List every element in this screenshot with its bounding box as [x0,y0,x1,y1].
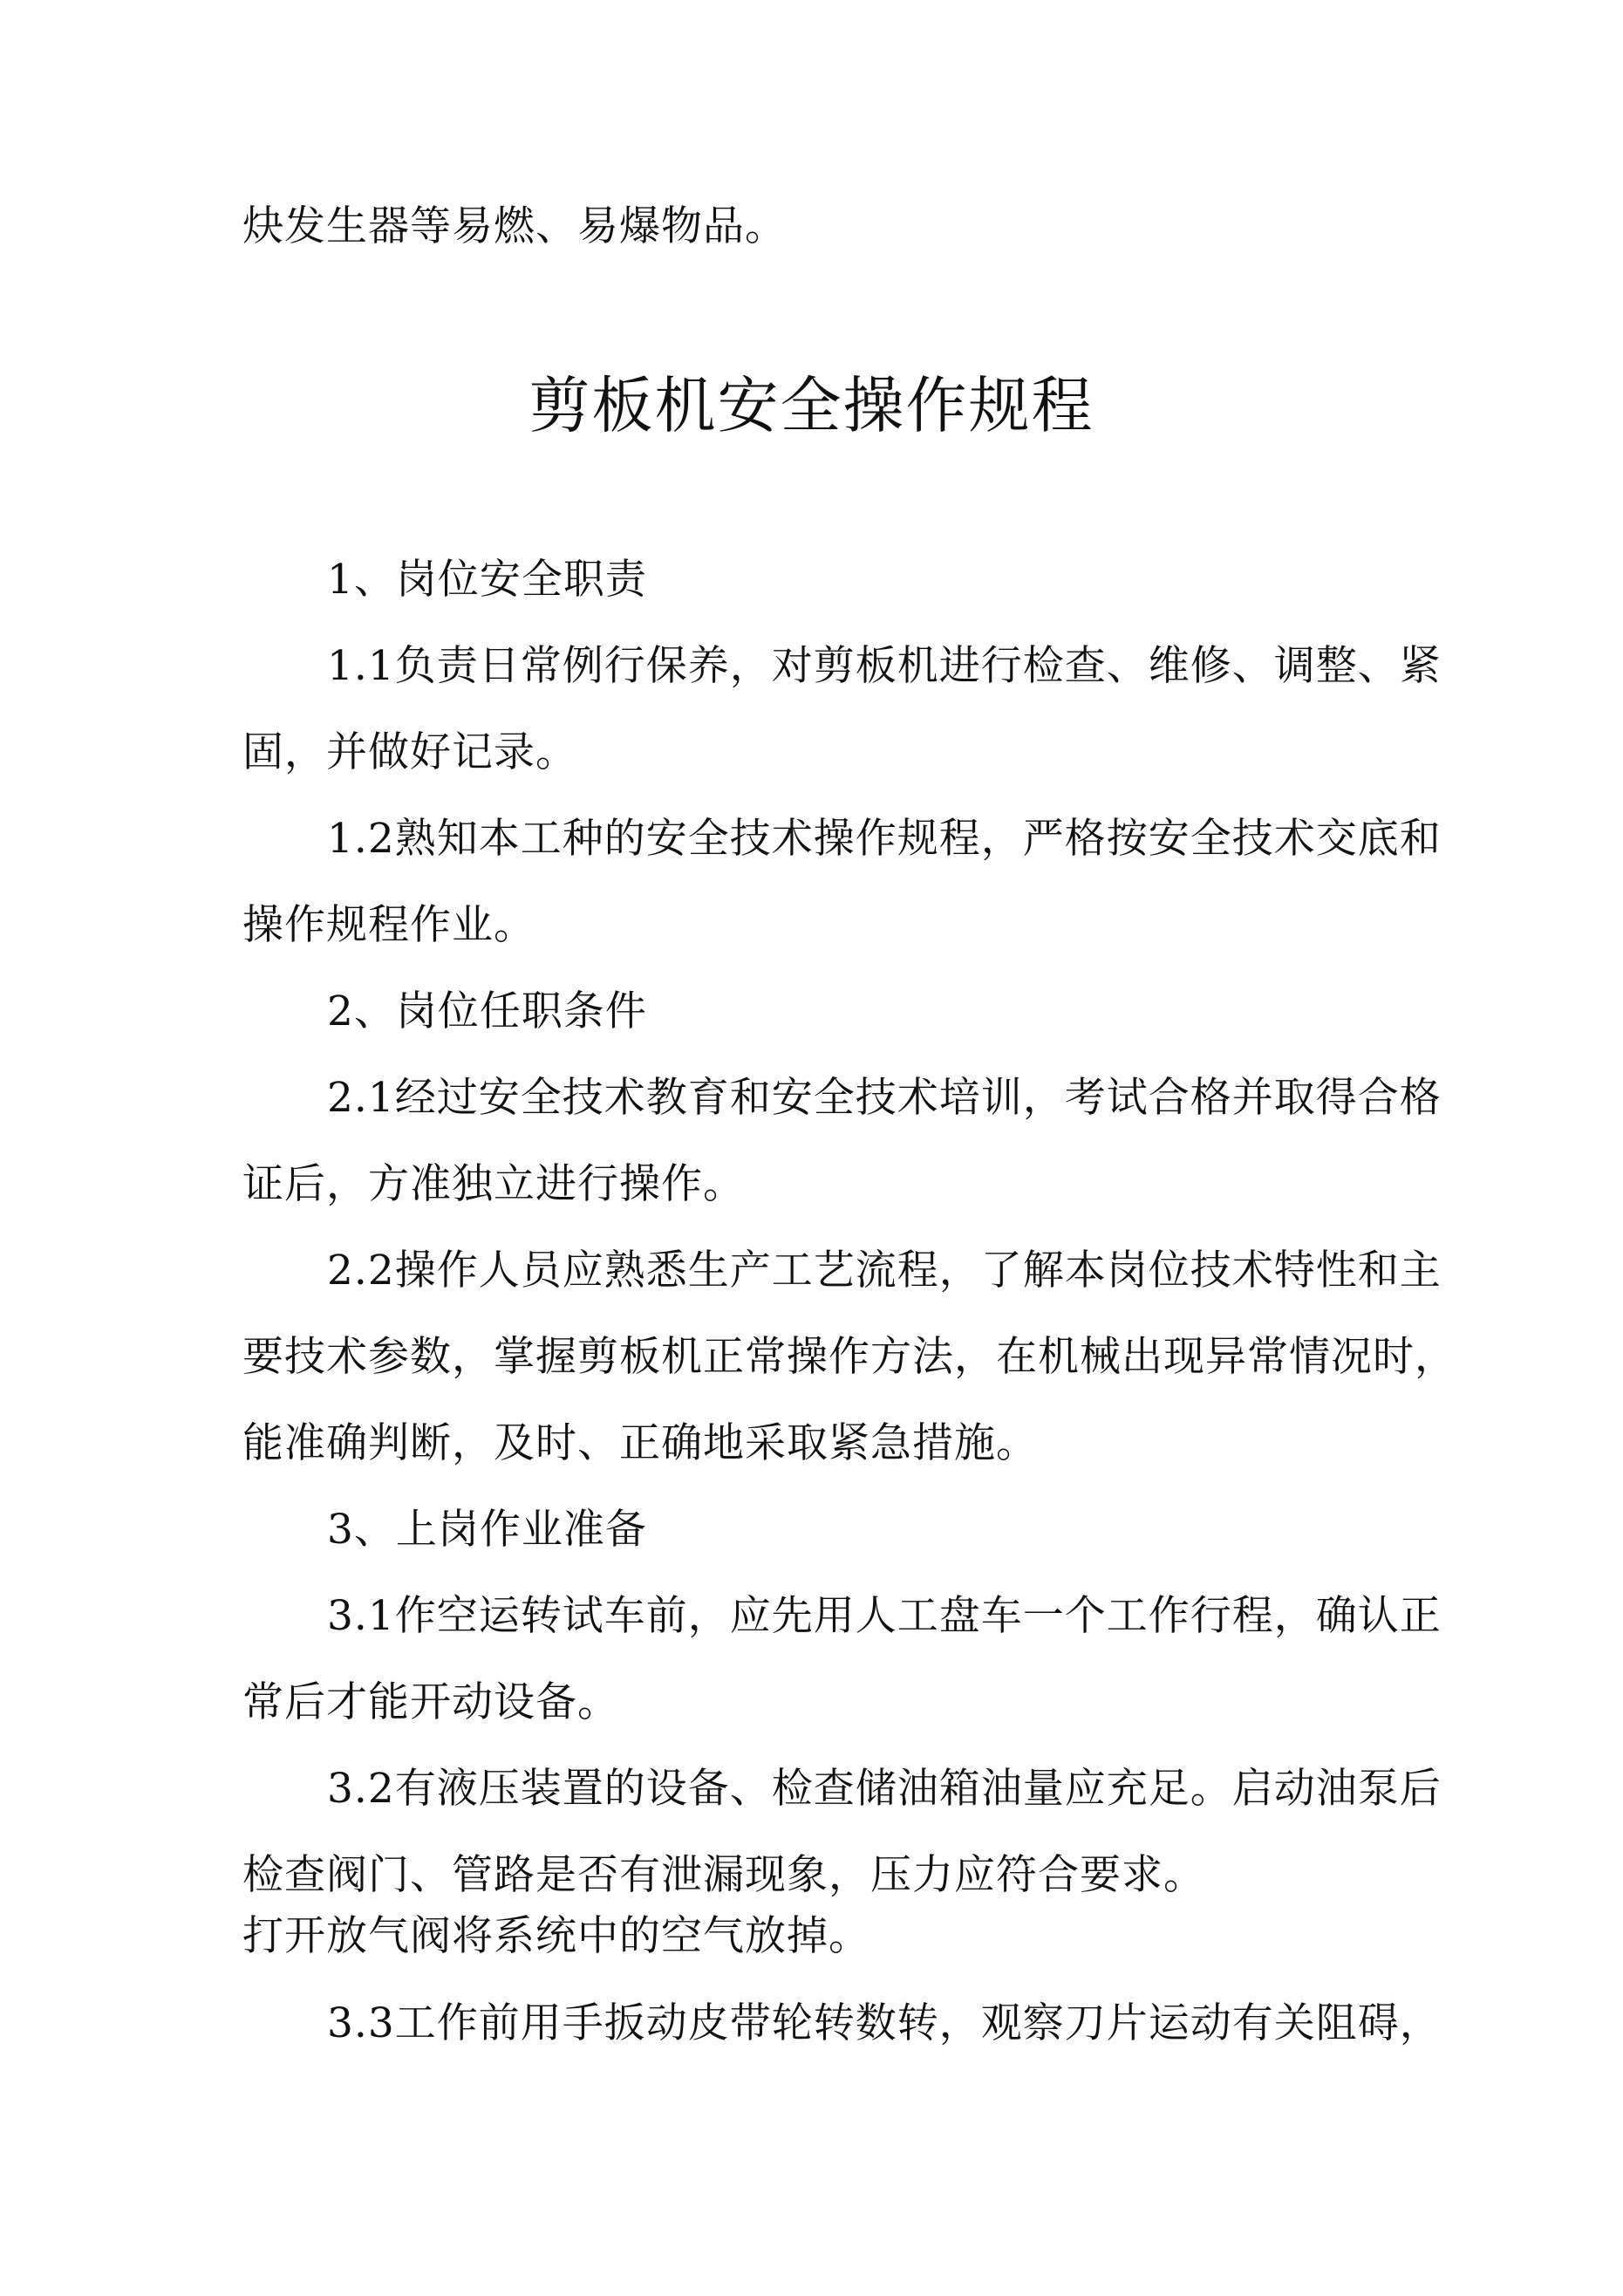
paragraph-line: 要技术参数，掌握剪板机正常操作方法，在机械出现异常情况时， [242,1333,1456,1381]
paragraph-line: 1.1负责日常例行保养，对剪板机进行检查、维修、调整、紧 [327,642,1442,690]
paragraph-line: 常后才能开动设备。 [242,1678,619,1726]
paragraph-line: 证后，方准独立进行操作。 [242,1160,745,1208]
paragraph-line: 操作规程作业。 [242,901,535,949]
paragraph-line: 检查阀门、管路是否有泄漏现象，压力应符合要求。 [242,1851,1205,1899]
section-heading-2: 2、岗位任职条件 [327,987,647,1035]
paragraph-line: 3.3工作前用手扳动皮带轮转数转，观察刀片运动有关阻碍， [327,1999,1442,2047]
paragraph-line: 1.2熟知本工种的安全技术操作规程，严格按安全技术交底和 [327,815,1442,863]
paragraph-line: 打开放气阀将系统中的空气放掉。 [242,1912,870,1960]
paragraph-line: 能准确判断，及时、正确地采取紧急措施。 [242,1419,1038,1467]
paragraph-line: 2.2操作人员应熟悉生产工艺流程，了解本岗位技术特性和主 [327,1247,1442,1295]
paragraph-line: 3.2有液压装置的设备、检查储油箱油量应充足。启动油泵后 [327,1765,1442,1813]
paragraph-line: 2.1经过安全技术教育和安全技术培训，考试合格并取得合格 [327,1074,1442,1122]
document-title: 剪板机安全操作规程 [528,370,1095,441]
paragraph-line: 3.1作空运转试车前，应先用人工盘车一个工作行程，确认正 [327,1592,1442,1640]
paragraph-line: 固，并做好记录。 [242,728,577,776]
section-heading-1: 1、岗位安全职责 [327,556,647,604]
continuation-text: 炔发生器等易燃、易爆物品。 [242,202,787,250]
section-heading-3: 3、上岗作业准备 [327,1506,647,1554]
